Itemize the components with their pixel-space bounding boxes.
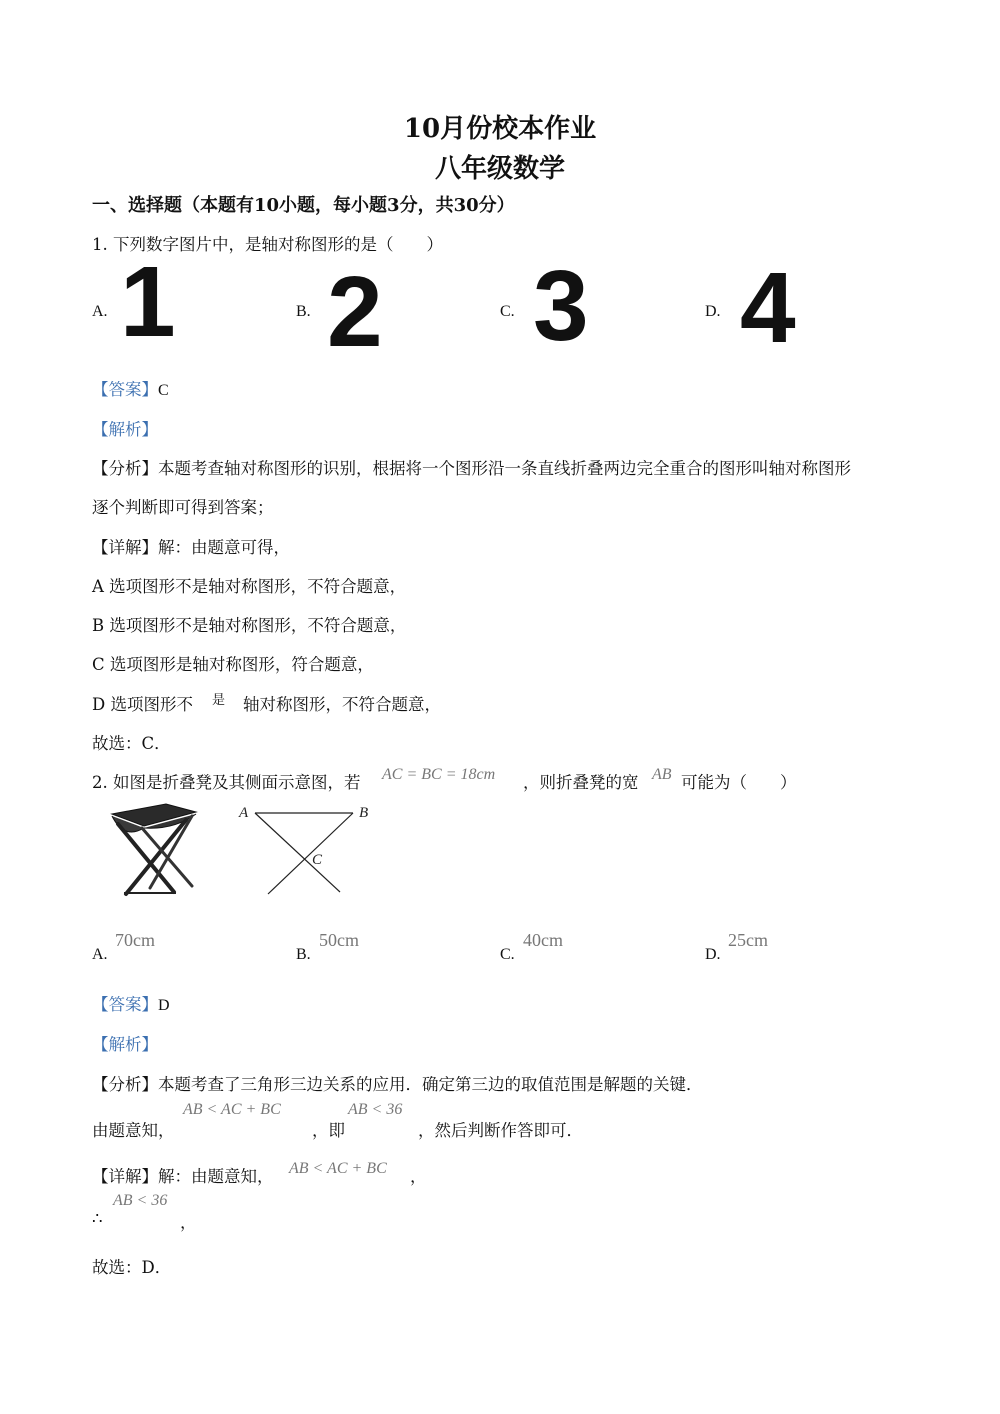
q1-analysis-line1: 【分析】本题考查轴对称图形的识别，根据将一个图形沿一条直线折叠两边完全重合的图形叫轴对称图形 — [92, 459, 851, 478]
therefore-symbol: ∴ — [92, 1209, 103, 1228]
q2-stem-part1: 2. 如图是折叠凳及其侧面示意图，若 — [92, 773, 361, 792]
q2-option-b-label: B. — [296, 946, 311, 963]
q2-jiexi-tag: 【解析】 — [92, 1035, 158, 1054]
q2-known-math1: AB < AC + BC — [183, 1101, 281, 1118]
q1-answer-line — [92, 376, 169, 400]
q1-detail-d-part1: D 选项图形不 — [92, 695, 193, 714]
page-title: 10月份校本作业 — [403, 114, 597, 144]
q2-known-part1: 由题意知， — [92, 1121, 175, 1140]
q1-detail-b: B 选项图形不是轴对称图形，不符合题意， — [92, 616, 407, 635]
q1-conclusion: 故选：C． — [92, 734, 171, 753]
q2-detail-math: AB < AC + BC — [289, 1160, 387, 1177]
q2-detail-comma: ， — [410, 1167, 427, 1186]
q2-therefore-math: AB < 36 — [113, 1192, 168, 1209]
q2-option-d-label: D. — [705, 946, 721, 963]
q1-option-d-figure: 4 — [740, 252, 796, 364]
q2-conclusion: 故选：D． — [92, 1258, 172, 1277]
q1-detail-intro: 【详解】解：由题意可得， — [92, 538, 290, 557]
q1-detail-c: C 选项图形是轴对称图形，符合题意， — [92, 655, 374, 674]
leg-a — [255, 813, 340, 892]
q1-detail-d-part3: 轴对称图形，不符合题意， — [243, 695, 441, 714]
q1-analysis-line2: 逐个判断即可得到答案； — [92, 498, 274, 517]
q2-option-b-value: 50cm — [319, 930, 359, 950]
label-b: B — [359, 805, 369, 821]
q2-option-c-value: 40cm — [523, 930, 563, 950]
q2-stem-math: AC = BC = 18cm — [382, 766, 496, 783]
q2-stem-part2: ，则折叠凳的宽 — [523, 773, 639, 792]
q2-stem-part3: 可能为（ ） — [681, 773, 797, 792]
q2-known-part2: ，即 — [312, 1121, 345, 1140]
q1-jiexi-tag: 【解析】 — [92, 420, 158, 439]
q2-option-c-label: C. — [500, 946, 515, 963]
q1-option-c-figure: 3 — [533, 250, 589, 362]
q2-detail-part1: 【详解】解：由题意知， — [92, 1167, 274, 1186]
q2-analysis: 【分析】本题考查了三角形三边关系的应用．确定第三边的取值范围是解题的关键． — [92, 1075, 703, 1094]
q1-detail-a: A 选项图形不是轴对称图形，不符合题意， — [92, 577, 407, 596]
label-a: A — [239, 805, 249, 821]
q1-answer-tag: 【答案】 — [92, 380, 158, 399]
q2-option-a-label: A. — [92, 946, 108, 963]
q2-option-d-value: 25cm — [728, 930, 768, 950]
page-subtitle: 八年级数学 — [434, 154, 565, 184]
q2-answer-line — [92, 991, 170, 1015]
leg-b — [268, 813, 353, 894]
q2-option-a-value: 70cm — [115, 930, 155, 950]
q2-answer-tag: 【答案】 — [92, 995, 158, 1014]
q1-option-b-figure: 2 — [327, 256, 383, 368]
q1-detail-d-part2: 是 — [212, 693, 226, 708]
q1-option-b-label: B. — [296, 303, 311, 320]
label-c: C — [312, 852, 323, 868]
q2-known-part3: ，然后判断作答即可． — [418, 1121, 583, 1140]
side-view-diagram — [236, 800, 376, 900]
q2-stem-ab: AB — [652, 766, 672, 783]
q2-therefore-comma: ， — [180, 1213, 197, 1232]
q1-stem: 1. 下列数字图片中，是轴对称图形的是（ ） — [92, 235, 443, 254]
q1-option-d-label: D. — [705, 303, 721, 320]
section-heading: 一、选择题（本题有10小题，每小题3分，共30分） — [92, 195, 515, 216]
q1-option-a-label: A. — [92, 303, 108, 320]
q2-known-math2: AB < 36 — [348, 1101, 403, 1118]
q1-option-c-label: C. — [500, 303, 515, 320]
folding-stool-image — [104, 800, 204, 900]
q1-option-a-figure: 1 — [120, 246, 176, 358]
q2-answer-value: D — [158, 997, 170, 1014]
q1-answer-value: C — [158, 382, 169, 399]
